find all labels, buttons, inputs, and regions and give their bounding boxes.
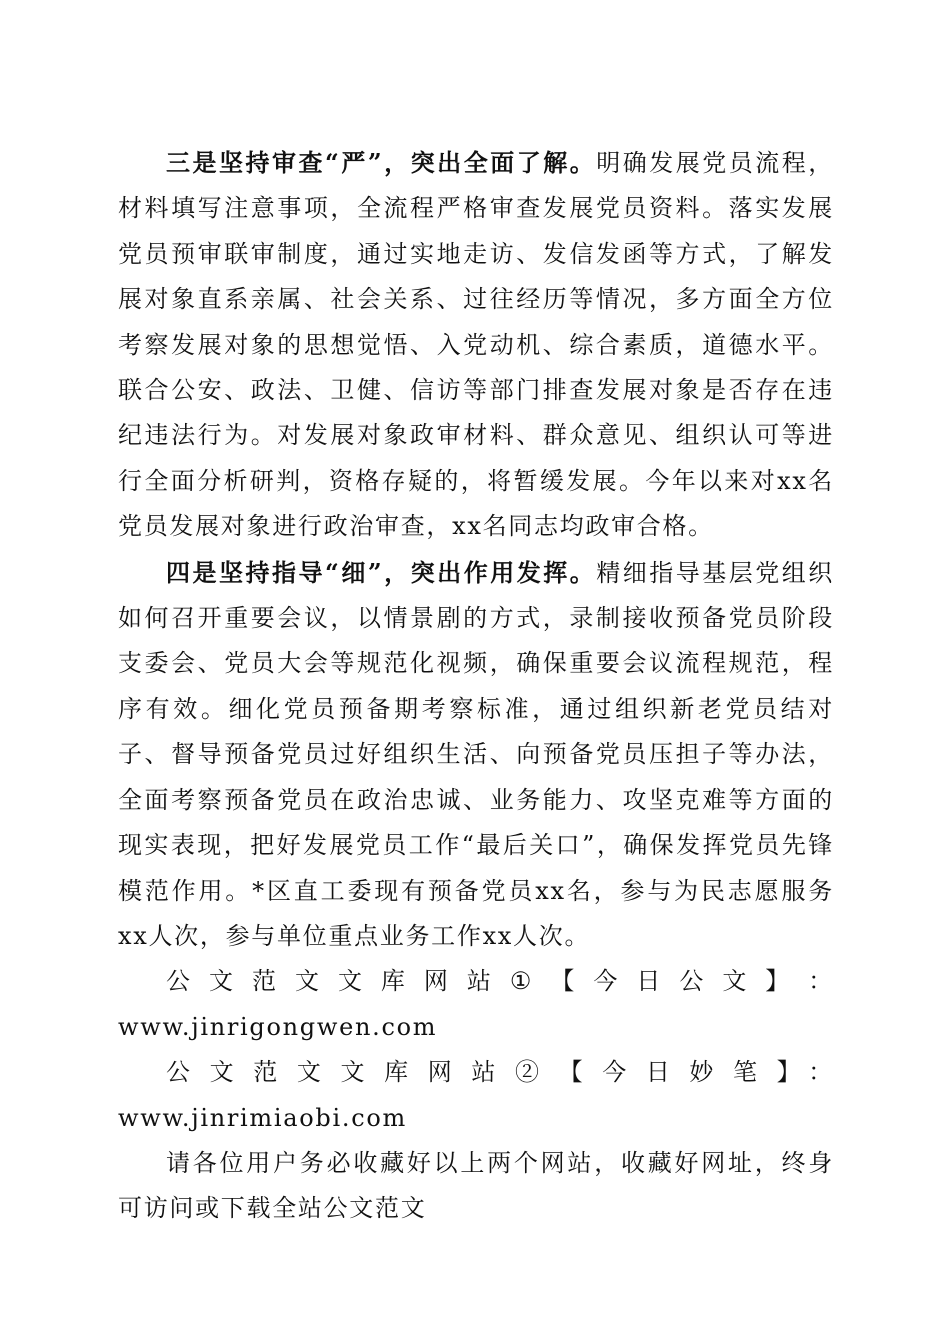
paragraph-body: 明确发展党员流程，材料填写注意事项，全流程严格审查发展党员资料。落实发展党员预审联审制度，通过实地走访、发信发函等方式，了解发展对象直系亲属、社会关系、过往经历等情况，多方面全方位考察发展对象的思想觉悟、入党动机、综合素质，道德水平。联合公安、政法、卫健、信访等部门排查发展对象是否存在违纪违法行为。对发展对象政审材料、群众意见、组织认可等进行全面分析研判，资格存疑的，将暂缓发展。今年以来对xx名党员发展对象进行政治审查，xx名同志均政审合格。 xyxy=(118,149,834,541)
document-page xyxy=(118,140,834,1232)
paragraph-body: 精细指导基层党组织如何召开重要会议，以情景剧的方式，录制接收预备党员阶段支委会、党员大会等规范化视频，确保重要会议流程规范，程序有效。细化党员预备期考察标准，通过组织新老党员结对子、督导预备党员过好组织生活、向预备党员压担子等办法，全面考察预备党员在政治忠诚、业务能力、攻坚克难等方面的现实表现，把好发展党员工作“最后关口”，确保发挥党员先锋模范作用。*区直工委现有预备党员xx名，参与为民志愿服务xx人次，参与单位重点业务工作xx人次。 xyxy=(118,558,834,950)
site1-url[interactable]: www.jinrigongwen.com xyxy=(118,1012,438,1041)
site2-line[interactable]: 公文范文文库网站②【今日妙笔】：www.jinrimiaobi.com xyxy=(118,1058,834,1132)
site1-label: 公 文 范 文 文 库 网 站 ① 【 今 日 公 文 】 ： xyxy=(166,967,834,996)
paragraph-lead: 三是坚持审查“严”，突出全面了解。 xyxy=(166,148,597,177)
paragraph-lead: 四是坚持指导“细”，突出作用发挥。 xyxy=(166,557,597,587)
paragraph-guidance xyxy=(118,550,834,960)
notice-paragraph: 请各位用户务必收藏好以上两个网站，收藏好网址，终身可访问或下载全站公文范文 xyxy=(118,1148,834,1223)
paragraph-review xyxy=(118,140,834,550)
